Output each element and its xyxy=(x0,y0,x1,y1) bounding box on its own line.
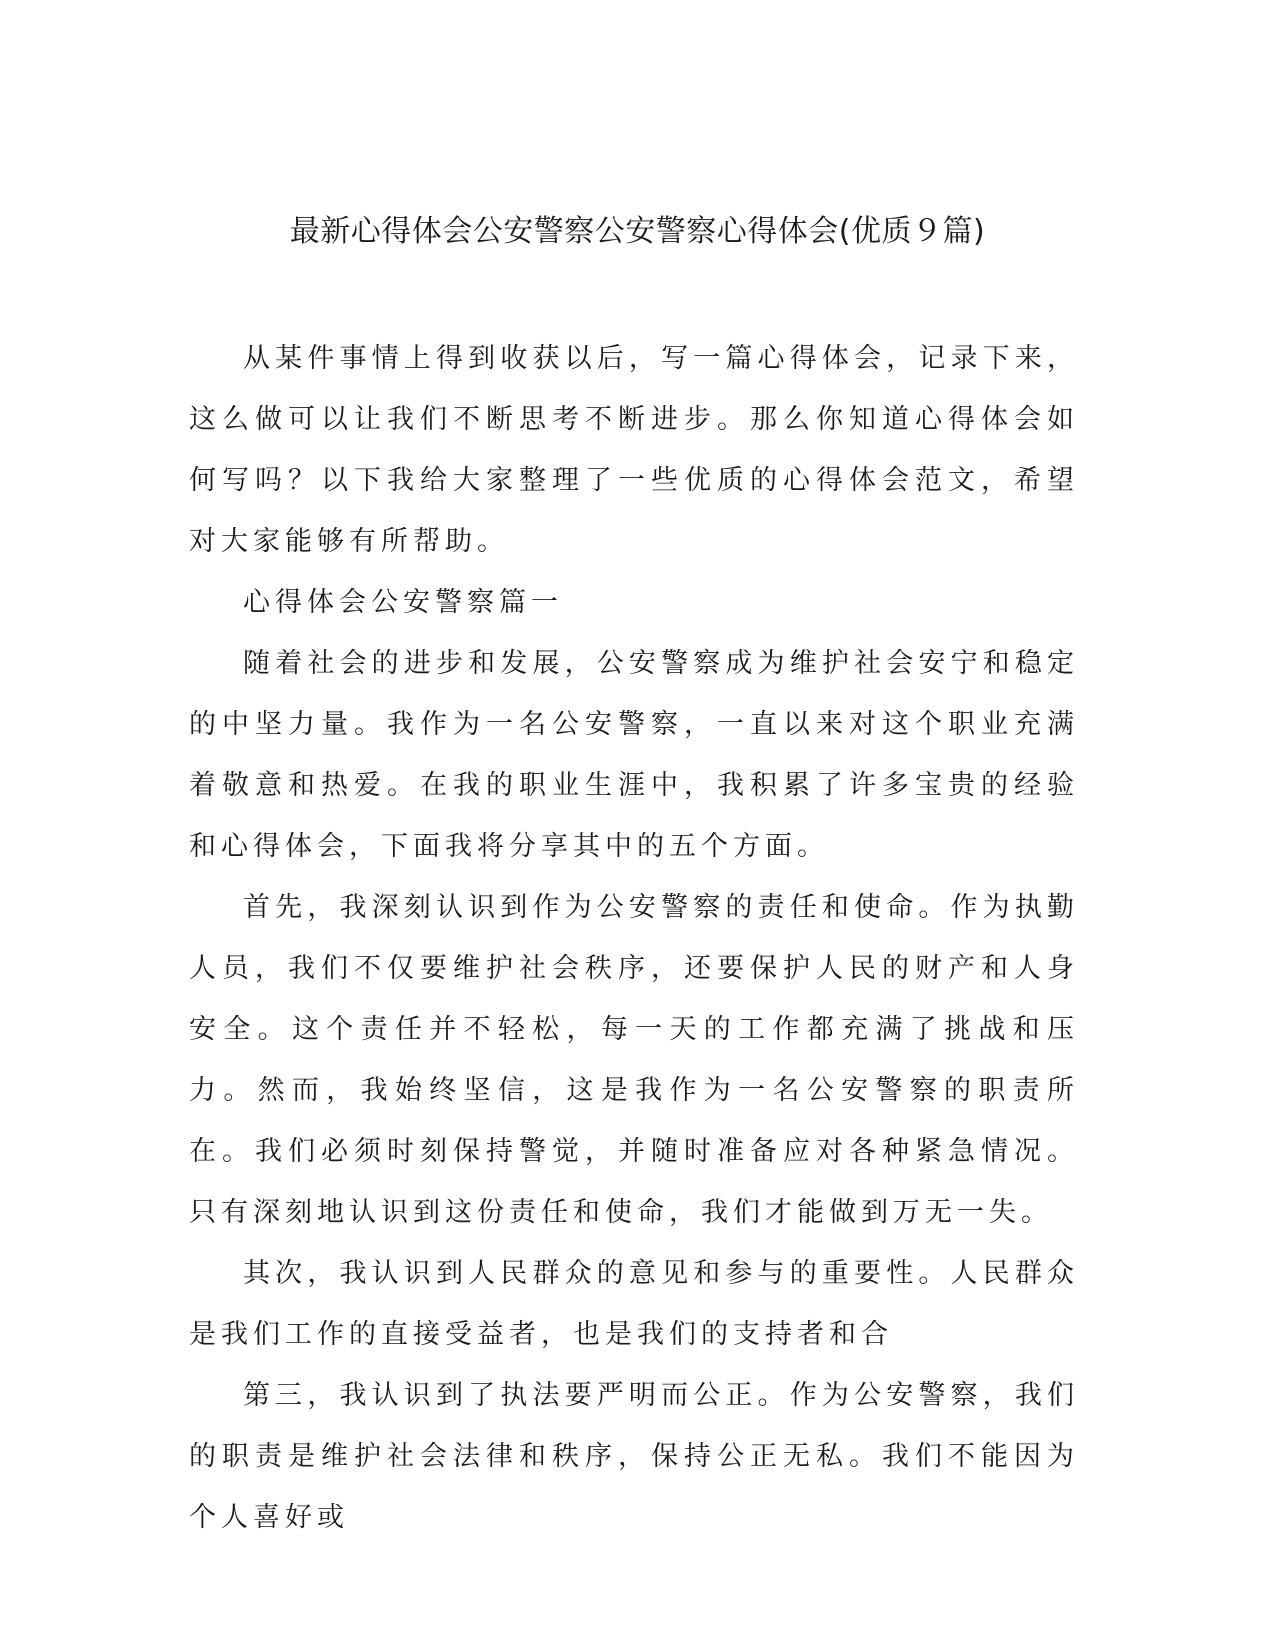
document-body xyxy=(189,328,1079,1548)
body-paragraph: 首先，我深刻认识到作为公安警察的责任和使命。作为执勤人员，我们不仅要维护社会秩序，还要保护人民的财产和人身安全。这个责任并不轻松，每一天的工作都充满了挑战和压力。然而，我始终坚信，这是我作为一名公安警察的职责所在。我们必须时刻保持警觉，并随时准备应对各种紧急情况。只有深刻地认识到这份责任和使命，我们才能做到万无一失。 xyxy=(189,892,1079,1228)
body-paragraph: 第三，我认识到了执法要严明而公正。作为公安警察，我们的职责是维护社会法律和秩序，保持公正无私。我们不能因为个人喜好或 xyxy=(189,1380,1079,1533)
body-paragraph: 其次，我认识到人民群众的意见和参与的重要性。人民群众是我们工作的直接受益者，也是我们的支持者和合 xyxy=(189,1258,1079,1350)
document-title: 最新心得体会公安警察公安警察心得体会(优质９篇) xyxy=(289,214,986,249)
intro-paragraph: 从某件事情上得到收获以后，写一篇心得体会，记录下来，这么做可以让我们不断思考不断进步。那么你知道心得体会如何写吗？以下我给大家整理了一些优质的心得体会范文，希望对大家能够有所帮助。 xyxy=(189,343,1079,557)
body-paragraph: 随着社会的进步和发展，公安警察成为维护社会安宁和稳定的中坚力量。我作为一名公安警察，一直以来对这个职业充满着敬意和热爱。在我的职业生涯中，我积累了许多宝贵的经验和心得体会，下面我将分享其中的五个方面。 xyxy=(189,648,1079,862)
section-heading: 心得体会公安警察篇一 xyxy=(243,587,563,618)
